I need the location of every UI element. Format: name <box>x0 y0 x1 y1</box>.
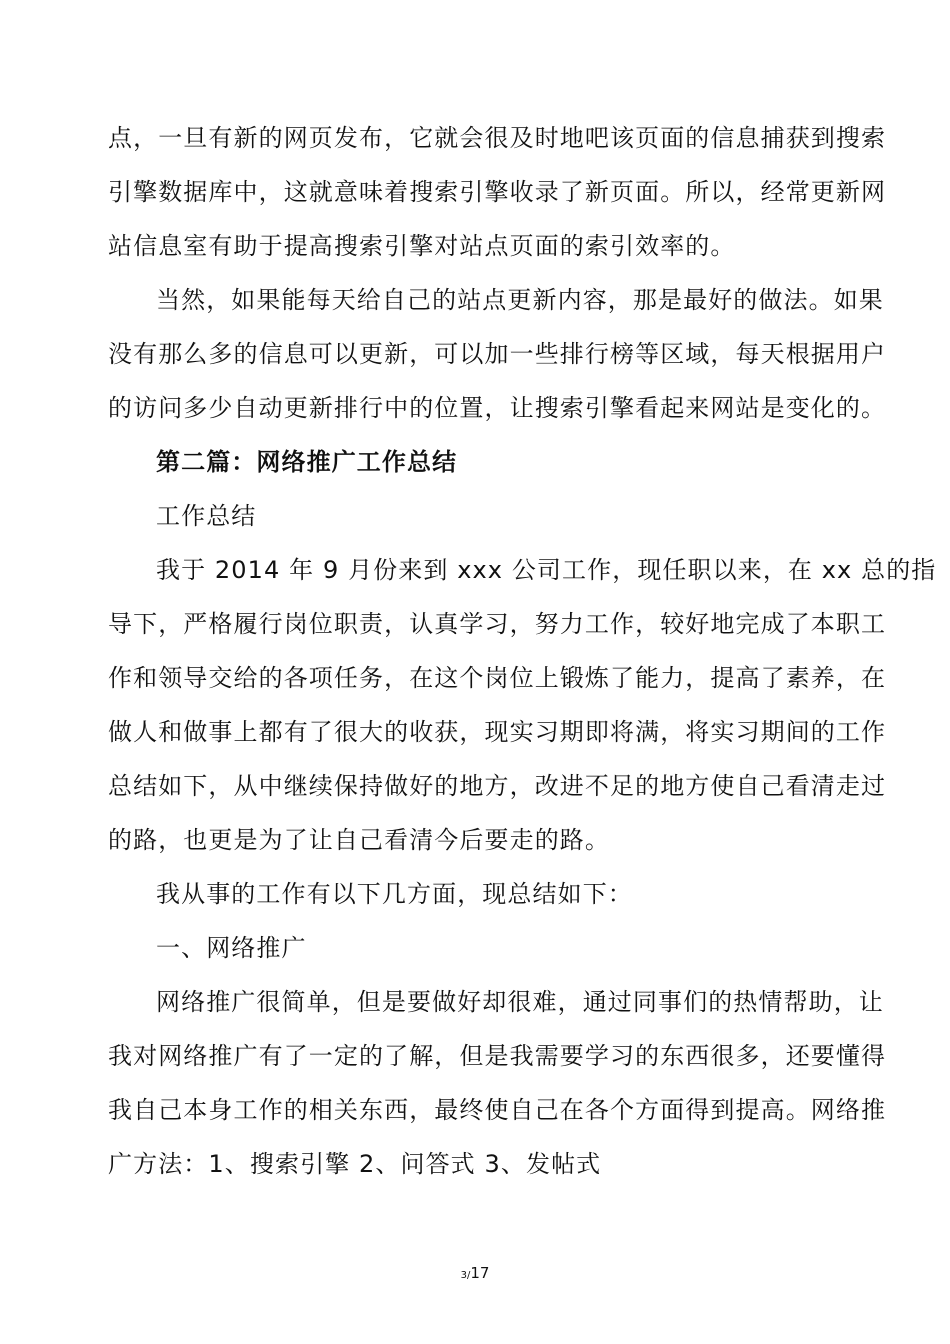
page-number-total: 17 <box>470 1264 490 1282</box>
text-line: 没有那么多的信息可以更新，可以加一些排行榜等区域，每天根据用户 <box>108 340 887 368</box>
section-heading: 第二篇：网络推广工作总结 <box>156 448 458 476</box>
text-line: 我自己本身工作的相关东西，最终使自己在各个方面得到提高。网络推 <box>108 1096 887 1124</box>
text-line: 导下，严格履行岗位职责，认真学习，努力工作，较好地完成了本职工 <box>108 610 887 638</box>
text-line: 广方法：1、搜索引擎 2、问答式 3、发帖式 <box>108 1150 602 1178</box>
subheading: 工作总结 <box>156 502 257 530</box>
text-line: 我于 2014 年 9 月份来到 xxx 公司工作，现任职以来，在 xx 总的指 <box>156 556 937 584</box>
page-number-separator: / <box>466 1270 471 1281</box>
text-line: 作和领导交给的各项任务，在这个岗位上锻炼了能力，提高了素养，在 <box>108 664 887 692</box>
text-line: 站信息室有助于提高搜索引擎对站点页面的索引效率的。 <box>108 232 736 260</box>
text-line: 网络推广很简单，但是要做好却很难，通过同事们的热情帮助，让 <box>156 988 884 1016</box>
list-heading: 一、网络推广 <box>156 934 307 962</box>
text-line: 我从事的工作有以下几方面，现总结如下： <box>156 880 633 908</box>
text-line: 做人和做事上都有了很大的收获，现实习期即将满，将实习期间的工作 <box>108 718 887 746</box>
text-line: 总结如下，从中继续保持做好的地方，改进不足的地方使自己看清走过 <box>108 772 887 800</box>
text-line: 点，一旦有新的网页发布，它就会很及时地吧该页面的信息捕获到搜索 <box>108 124 887 152</box>
text-line: 我对网络推广有了一定的了解，但是我需要学习的东西很多，还要懂得 <box>108 1042 887 1070</box>
text-line: 当然，如果能每天给自己的站点更新内容，那是最好的做法。如果 <box>156 286 884 314</box>
text-line: 的路，也更是为了让自己看清今后要走的路。 <box>108 826 610 854</box>
text-line: 的访问多少自动更新排行中的位置，让搜索引擎看起来网站是变化的。 <box>108 394 887 422</box>
text-line: 引擎数据库中，这就意味着搜索引擎收录了新页面。所以，经常更新网 <box>108 178 887 206</box>
page-number <box>0 1264 950 1282</box>
page-number-current: 3 <box>460 1270 467 1281</box>
